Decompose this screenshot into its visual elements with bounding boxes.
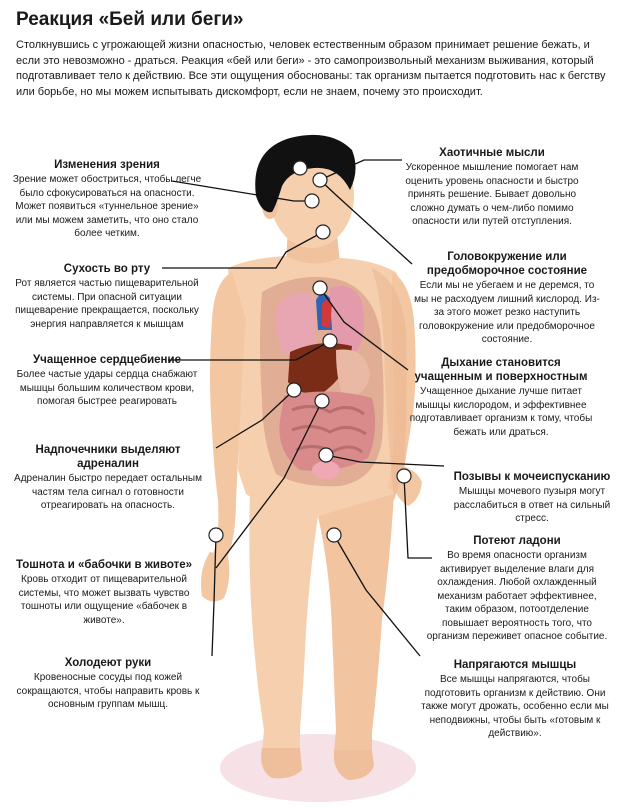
marker-muscles [327, 528, 341, 542]
marker-bladder [319, 448, 333, 462]
marker-breath [313, 281, 327, 295]
callout-thoughts-text: Ускоренное мышление помогает нам оценить уровень опасности и быстро принять решение. Бывает довольно сложно думать о чем-либо помимо опасности или путей отступления. [405, 162, 579, 227]
callout-breath-text: Учащенное дыхание лучше питает мышцы кислородом, и эффективнее подготавливает организм к тому, чтобы бежать или драться. [409, 386, 593, 438]
callout-hands-heading: Холодеют руки [64, 657, 152, 669]
callout-muscles-heading: Напрягаются мышцы [453, 659, 577, 671]
callout-muscles [420, 658, 610, 741]
marker-nausea [315, 394, 329, 408]
marker-heart [323, 334, 337, 348]
callout-bladder [444, 470, 620, 526]
callout-breath-heading: Дыхание становится учащенным и поверхностным [414, 357, 588, 383]
callout-breath [408, 356, 594, 439]
callout-vision-text: Зрение может обостриться, чтобы легче было сфокусироваться на опасности. Может появиться «туннельное зрение» или мы можем заметить, что оно стало более четким. [12, 174, 202, 239]
callout-sweat [424, 534, 610, 644]
marker-thoughts [293, 161, 307, 175]
callout-heart-text: Более частые удары сердца снабжают мышцы большим количеством крови, помогая быстрее реагировать [16, 369, 198, 407]
callout-adrenal [10, 443, 206, 513]
callout-thoughts [400, 146, 584, 229]
callout-vision-heading: Изменения зрения [54, 159, 160, 171]
callout-bladder-text: Мышцы мочевого пузыря могут расслабиться в ответ на сильный стресс. [453, 486, 611, 524]
callout-nausea [4, 558, 204, 627]
callout-dizzy [412, 250, 602, 347]
bladder [312, 461, 340, 479]
marker-vision [305, 194, 319, 208]
callout-nausea-text: Кровь отходит от пищеварительной системы, что может вызвать чувство тошноты или ощущение «бабочек в животе». [18, 574, 190, 626]
callout-adrenal-text: Адреналин быстро передает остальным частям тела сигнал о готовности отреагировать на опасность. [14, 473, 202, 511]
marker-sweat [397, 469, 411, 483]
callout-nausea-heading: Тошнота и «бабочки в животе» [15, 559, 193, 571]
marker-mouth [316, 225, 330, 239]
page-title: Реакция «Бей или беги» [16, 9, 244, 30]
callout-thoughts-heading: Хаотичные мысли [439, 147, 545, 159]
callout-dizzy-text: Если мы не убегаем и не деремся, то мы не расходуем лишний кислород. Из-за этого может резко наступить головокружение или предобморочное состояние. [414, 280, 600, 345]
callout-muscles-text: Все мышцы напрягаются, чтобы подготовить организм к действию. Они также могут дрожать, особенно если мы неподвижны, чтобы быть «готовым к действию». [421, 674, 609, 739]
callout-sweat-heading: Потеют ладони [473, 535, 561, 547]
callout-hands [12, 656, 204, 712]
callout-adrenal-heading: Надпочечники выделяют адреналин [35, 444, 181, 470]
callout-hands-text: Кровеносные сосуды под кожей сокращаются, чтобы направить кровь к основным группам мышц. [16, 672, 200, 710]
left-foot [261, 748, 302, 778]
callout-dizzy-heading: Головокружение или предобморочное состояние [426, 251, 588, 277]
marker-hands [209, 528, 223, 542]
marker-thoughts-2 [313, 173, 327, 187]
callout-bladder-heading: Позывы к мочеиспусканию [453, 471, 611, 483]
intro-paragraph: Столкнувшись с угрожающей жизни опасностью, человек естественным образом принимает решение бежать, и если это невозможно - драться. Реакция «бей или беги» - это самопроизвольный механизм выживания, который подготавливает тело к действию. Все эти ощущения обоснованы: так организм пытается подготовить нас к бегству или борьбе, но мы можем испытывать дискомфорт, если не знаем, почему это происходит. [16, 39, 606, 98]
callout-vision [8, 158, 206, 241]
callout-mouth-heading: Сухость во рту [63, 263, 151, 275]
callout-sweat-text: Во время опасности организм активирует выделение влаги для охлаждения. Любой охлажденный механизм работает эффективнее, таким образом, потоотделение повышает вероятность того, что организм переживет опасное событие. [426, 550, 608, 642]
callout-heart-heading: Учащенное сердцебиение [33, 354, 181, 366]
callout-mouth-text: Рот является частью пищеварительной системы. При опасной ситуации пищеварение прекращается, поскольку энергия направляется к мышцам [15, 278, 199, 330]
floor-shadow [220, 734, 416, 802]
callout-mouth [8, 262, 206, 331]
marker-adrenal [287, 383, 301, 397]
callout-heart [4, 353, 210, 409]
left-leg [249, 492, 318, 756]
